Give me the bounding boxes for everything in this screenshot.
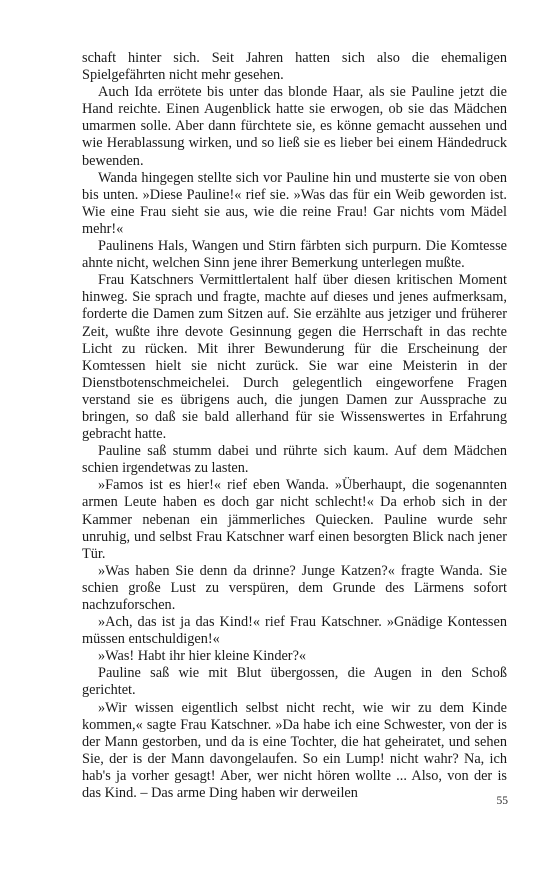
paragraph-12: »Wir wissen eigentlich selbst nicht recht, wie wir zu dem Kinde kommen,« sagte Frau Katschner. »Da habe ich eine Schwester, von der is der Mann gestorben, und da is eine Tochter, die hat geheiratet, und sehen Sie, der is der Mann davongelaufen. So ein Lump! nicht wahr? Na, ich hab's ja vorher gesagt! Aber, wer nicht hören wollte ... Also, von der is das Kind. – Das arme Ding haben wir derweilen — [82, 699, 507, 802]
page-number: 55 — [496, 795, 508, 807]
paragraph-10: »Was! Habt ihr hier kleine Kinder?« — [98, 648, 307, 665]
paragraph-1: schaft hinter sich. Seit Jahren hatten sich also die ehemaligen Spielgefährten nicht mehr gesehen. — [82, 50, 507, 84]
paragraph-6: Pauline saß stumm dabei und rührte sich kaum. Auf dem Mädchen schien irgendetwas zu lasten. — [82, 443, 507, 477]
paragraph-5: Frau Katschners Vermittlertalent half über diesen kritischen Moment hinweg. Sie sprach und fragte, machte auf dieses und jenes aufmerksam, forderte die Damen zum Sitzen auf. Sie erzählte aus jetziger und früherer Zeit, wußte ihre devote Gesinnung gegen die Herrschaft in das rechte Licht zu rücken. Mit ihrer Bewunderung für die Erscheinung der Komtessen hielt sie nicht zurück. Sie war eine Meisterin in der Dienstbotenschmeichelei. Durch gelegentlich eingeworfene Fragen verstand sie es übrigens auch, die jungen Damen zur Aussprache zu bringen, so daß sie bald allerhand für sie Wissenswertes in Erfahrung gebracht hatte. — [82, 272, 507, 443]
paragraph-7: »Famos ist es hier!« rief eben Wanda. »Überhaupt, die sogenannten armen Leute haben es doch gar nicht schlecht!« Da erhob sich in der Kammer nebenan ein jämmerliches Quiecken. Pauline wurde sehr unruhig, und selbst Frau Katschner warf einen besorgten Blick nach jener Tür. — [82, 477, 507, 562]
body-text — [82, 50, 507, 802]
paragraph-2: Auch Ida errötete bis unter das blonde Haar, als sie Pauline jetzt die Hand reichte. Einen Augenblick hatte sie erwogen, ob sie das Mädchen umarmen solle. Aber dann fürchtete sie, es könne gemacht aussehen und wie Herablassung wirken, und so ließ sie es lieber bei einem Händedruck bewenden. — [82, 84, 507, 169]
paragraph-11: Pauline saß wie mit Blut übergossen, die Augen in den Schoß gerichtet. — [82, 665, 507, 699]
paragraph-3: Wanda hingegen stellte sich vor Pauline hin und musterte sie von oben bis unten. »Diese Pauline!« rief sie. »Was das für ein Weib geworden ist. Wie eine Frau sieht sie aus, wie die reine Frau! Gar nichts vom Mädel mehr!« — [82, 169, 507, 237]
paragraph-8: »Was haben Sie denn da drinne? Junge Katzen?« fragte Wanda. Sie schien große Lust zu verspüren, dem Grunde des Lärmens sofort nachzuforschen. — [82, 562, 507, 613]
paragraph-4: Paulinens Hals, Wangen und Stirn färbten sich purpurn. Die Komtesse ahnte nicht, welchen Sinn jene ihrer Bemerkung unterlegen mußte. — [82, 238, 507, 272]
paragraph-9: »Ach, das ist ja das Kind!« rief Frau Katschner. »Gnädige Kontessen müssen entschuldigen!« — [82, 614, 507, 648]
